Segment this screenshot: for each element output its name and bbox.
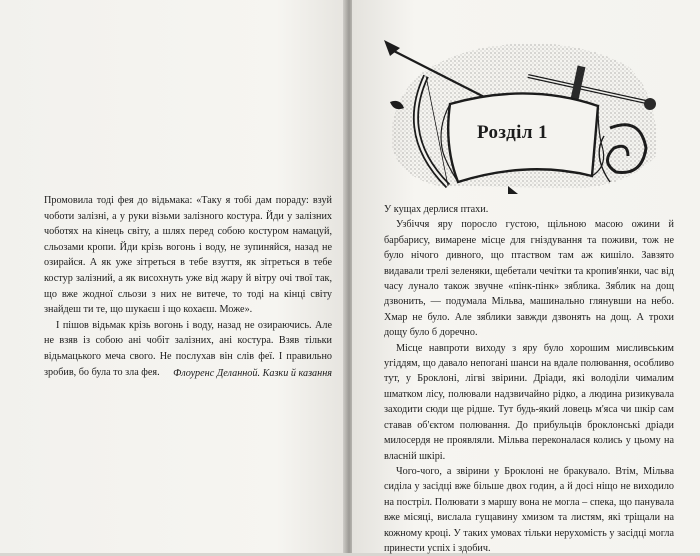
chapter-paragraph: Місце навпроти виходу з яру було хорошим мисливським угіддям, що давало непогані шанси на вдале полювання, особливо тут, у Броклоні, лігві звірини. Дріади, які володіли чималим шматком лісу, полювали надзвичайно рідко, а людина ризикувала заходити сюди ще рідше. Тут будь-який ловець м'яса чи шкір сам ставав об'єктом полювання. До прибульців броклонські дріади милосердя не проявляли. Мільва переконалася колись у цьому на власній шкірі. [384,342,674,462]
epigraph [44,193,332,380]
epigraph-attribution: Флоуренс Деланной. Казки й казання [173,368,332,379]
chapter-title: Розділ 1 [477,122,548,143]
chapter-paragraph: Чого-чого, а звірини у Броклоні не бракувало. Втім, Мільва сиділа у засідці вже більше двох годин, а й досі ніщо не виходило на постріл. Полювати з маршу вона не могла – спека, що панувала вже місяці, вислала гущавину хмизом та листям, які тріщали на кожному кроці. У таких умовах тільки нерухомість у засідці могла принести успіх і здобич. [384,465,674,554]
epigraph-paragraph: І пішов відьмак крізь вогонь і воду, назад не озираючись. Але не взяв із собою ані чобіт залізних, ані костура. Взяв тільки відьмацького меча свого. Не послухав він слів феї. І правильно зробив, бо була то зла фея. [44,319,332,378]
chapter-paragraph: Узбіччя яру поросло густою, щільною масою ожини й барбарису, вимарене місце для гніздування та поживи, тож не було нічого дивного, що птаством там аж кишіло. Завзято видавали трелі зеленяки, щебетали чечітки та кропив'янки, час від часу лунало також звучне «пінк-пінк» зяблика. Зяблик на дощ дзвонить, — подумала Мільва, машинально глянувши на небо. Хмар не було. Але зяблики завжди дзвонять на дощ. А трохи дощу було б доречно. [384,219,674,339]
left-page [0,0,346,553]
chapter-paragraph: У кущах дерлися птахи. [384,204,489,215]
chapter-body [384,202,674,556]
chapter-emblem-icon [378,36,662,196]
epigraph-paragraph: Промовила тоді фея до відьмака: «Таку я тобі дам пораду: взуй чоботи залізні, а у руки візьми залізного костура. Йди у залізних чоботях на кінець світу, а шлях перед собою костуром намацуй, сльозами кропи. Йди крізь вогонь і воду, не зупиняйся, назад не озирайся. А як уже зітреться в тебе взуття, як зітреться в тебе костур залізний, а як висохнуть уже від жару й вітру очі твої так, що вже жодної сльози з них не витече, то тоді на кінці світу знайдеш ти те, що шукаєш і що кохаєш. Може». [44,195,332,316]
